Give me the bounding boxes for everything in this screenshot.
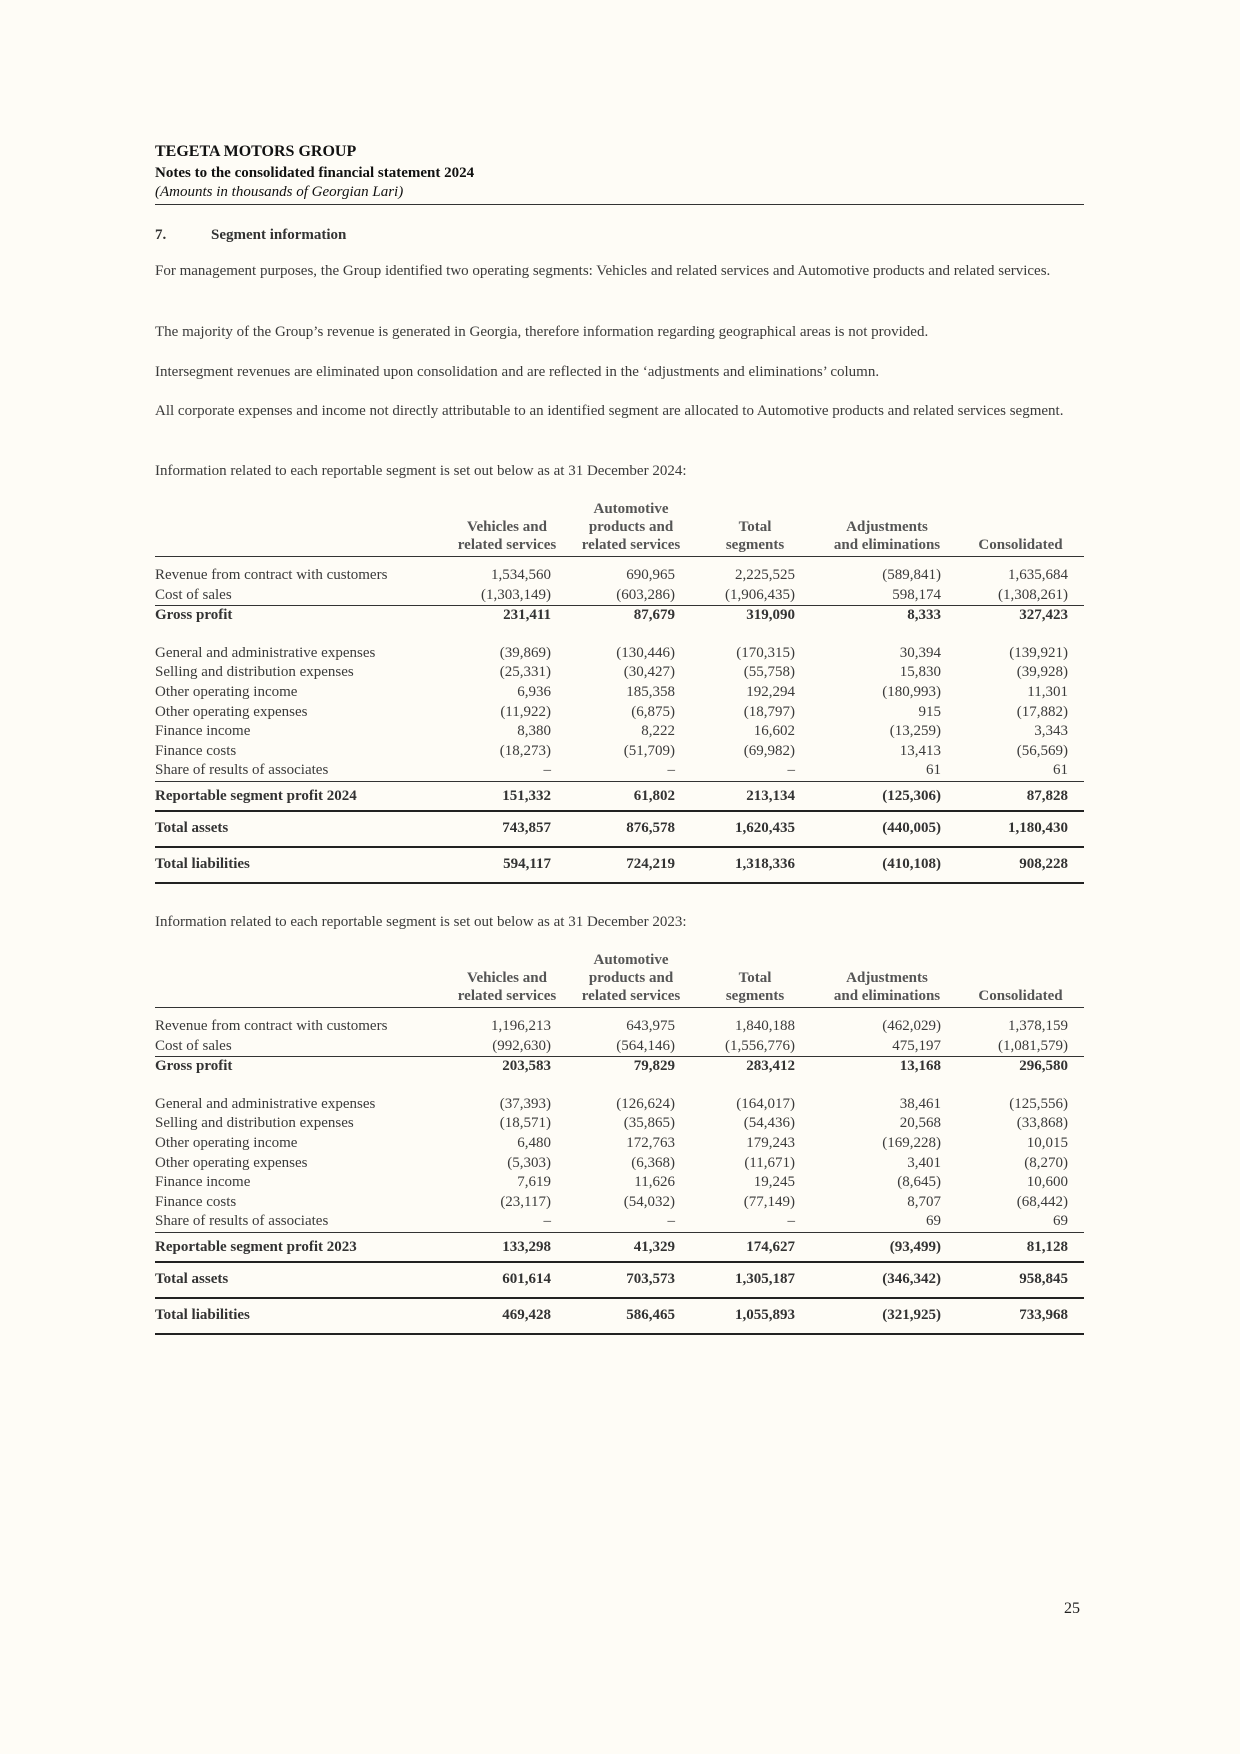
row-value: 1,055,893 — [693, 1298, 817, 1334]
row-label: Revenue from contract with customers — [155, 1018, 388, 1034]
row-value: 2,225,525 — [735, 567, 795, 583]
row-value: 733,968 — [957, 1298, 1084, 1334]
row-value: 7,619 — [517, 1174, 551, 1191]
row-value: 151,332 — [445, 781, 569, 811]
row-value: 61 — [817, 761, 957, 781]
document-subtitle: (Amounts in thousands of Georgian Lari) — [155, 184, 404, 200]
section-heading — [155, 227, 346, 244]
row-value: (180,993) — [882, 683, 941, 700]
row-value: 915 — [918, 703, 941, 720]
row-value: 743,857 — [445, 811, 569, 847]
row-value: 296,580 — [1019, 1058, 1068, 1075]
total-liabilities-row — [155, 1298, 1084, 1334]
company-name: TEGETA MOTORS GROUP — [155, 143, 357, 160]
row-value: (25,331) — [499, 664, 551, 681]
row-label: Finance costs — [155, 742, 237, 759]
row-value: 6,936 — [517, 683, 551, 700]
revenue-row — [155, 557, 1084, 586]
row-value: 1,378,159 — [1008, 1018, 1068, 1034]
section-title: Segment information — [211, 227, 347, 243]
header-automotive: Automotive products and related services — [569, 500, 693, 557]
row-value: 19,245 — [753, 1174, 795, 1191]
row-value: (169,228) — [882, 1134, 941, 1151]
finance-income-row — [155, 722, 1084, 742]
row-value: 703,573 — [569, 1262, 693, 1298]
row-value: – — [569, 761, 693, 781]
row-value: (564,146) — [569, 1037, 693, 1057]
segment-table-2023 — [155, 951, 1084, 1335]
row-value: 8,222 — [641, 723, 675, 740]
row-value: (992,630) — [445, 1037, 569, 1057]
document-title: Notes to the consolidated financial statement 2024 — [155, 165, 475, 181]
row-value: (11,922) — [500, 703, 551, 720]
gross-profit-row — [155, 606, 1084, 626]
segment-table-2024 — [155, 500, 1084, 884]
paragraph-geography: The majority of the Group’s revenue is generated in Georgia, therefore information regarding geographical areas is not provided. — [155, 324, 929, 340]
row-value: (321,925) — [817, 1298, 957, 1334]
row-label: Selling and distribution expenses — [155, 1115, 354, 1132]
row-value: 133,298 — [445, 1232, 569, 1262]
row-value: 690,965 — [626, 567, 675, 583]
revenue-row — [155, 1008, 1084, 1037]
row-value: (125,556) — [1009, 1095, 1068, 1112]
row-label: General and administrative expenses — [155, 644, 376, 661]
row-value: 10,015 — [1026, 1134, 1068, 1151]
row-value: 594,117 — [445, 847, 569, 883]
row-value: (164,017) — [736, 1095, 795, 1112]
row-value: 8,380 — [517, 723, 551, 740]
row-value: 231,411 — [503, 607, 551, 624]
row-value: 179,243 — [746, 1134, 795, 1151]
row-value: 16,602 — [753, 723, 795, 740]
row-value: (589,841) — [882, 567, 941, 583]
row-value: (23,117) — [500, 1193, 551, 1210]
paragraph-corporate-expenses: All corporate expenses and income not directly attributable to an identified segment are allocated to Automotive products and related services segment. — [155, 403, 1064, 419]
finance-income-row — [155, 1173, 1084, 1193]
row-value: 1,180,430 — [957, 811, 1084, 847]
row-value: (51,709) — [623, 742, 675, 759]
row-value: – — [445, 1212, 569, 1232]
row-label: Revenue from contract with customers — [155, 567, 388, 583]
row-label: Other operating expenses — [155, 1154, 308, 1171]
header-total-segments: Total segments — [693, 500, 817, 557]
header-vehicles: Vehicles and related services — [445, 951, 569, 1008]
row-label: Share of results of associates — [155, 761, 445, 781]
row-value: (54,436) — [743, 1115, 795, 1132]
row-label: Other operating expenses — [155, 703, 308, 720]
row-value: (1,303,149) — [445, 586, 569, 606]
cost-of-sales-row — [155, 1037, 1084, 1057]
row-label: Gross profit — [155, 607, 233, 624]
row-value: (1,081,579) — [957, 1037, 1084, 1057]
spacer-row — [155, 626, 1084, 644]
row-label: Total liabilities — [155, 847, 445, 883]
row-value: (8,270) — [1024, 1154, 1068, 1171]
other-operating-income-row — [155, 1134, 1084, 1154]
row-value: (130,446) — [616, 644, 675, 661]
header-total-segments: Total segments — [693, 951, 817, 1008]
reportable-profit-row — [155, 781, 1084, 811]
cost-of-sales-row — [155, 586, 1084, 606]
row-label: Finance income — [155, 723, 251, 740]
row-value: (13,259) — [889, 723, 941, 740]
row-value: 13,413 — [899, 742, 941, 759]
row-value: (170,315) — [736, 644, 795, 661]
row-value: 38,461 — [899, 1095, 941, 1112]
spacer-row — [155, 1077, 1084, 1095]
row-value: (56,569) — [1016, 742, 1068, 759]
table-header-row — [155, 951, 1084, 1008]
general-admin-row — [155, 644, 1084, 664]
row-label: Cost of sales — [155, 1037, 445, 1057]
row-value: 958,845 — [957, 1262, 1084, 1298]
row-value: (69,982) — [743, 742, 795, 759]
row-value: (139,921) — [1009, 644, 1068, 661]
row-label: Total assets — [155, 811, 445, 847]
share-of-associates-row — [155, 761, 1084, 781]
row-value: (17,882) — [1016, 703, 1068, 720]
header-consolidated: Consolidated — [957, 500, 1084, 557]
row-label: Other operating income — [155, 1134, 298, 1151]
row-label: Share of results of associates — [155, 1212, 445, 1232]
row-value: 69 — [817, 1212, 957, 1232]
row-label: Reportable segment profit 2023 — [155, 1232, 445, 1262]
header-blank — [155, 500, 445, 557]
row-value: 724,219 — [569, 847, 693, 883]
row-value: 876,578 — [569, 811, 693, 847]
row-value: (18,273) — [499, 742, 551, 759]
row-value: (346,342) — [817, 1262, 957, 1298]
row-value: (55,758) — [743, 664, 795, 681]
row-value: 20,568 — [899, 1115, 941, 1132]
paragraph-intro-2024: Information related to each reportable segment is set out below as at 31 December 2024: — [155, 463, 687, 479]
section-number: 7. — [155, 227, 167, 243]
spacer-cell — [155, 626, 1084, 644]
row-value: 586,465 — [569, 1298, 693, 1334]
row-value: 3,343 — [1034, 723, 1068, 740]
header-automotive: Automotive products and related services — [569, 951, 693, 1008]
total-assets-row — [155, 811, 1084, 847]
page-number: 25 — [1064, 1600, 1080, 1617]
row-value: 79,829 — [633, 1058, 675, 1075]
row-value: 11,301 — [1027, 683, 1068, 700]
row-value: 1,196,213 — [491, 1018, 551, 1034]
row-value: (39,928) — [1016, 664, 1068, 681]
row-value: 1,620,435 — [693, 811, 817, 847]
row-value: 319,090 — [746, 607, 795, 624]
row-value: (18,571) — [499, 1115, 551, 1132]
row-value: – — [693, 1212, 817, 1232]
row-value: (5,303) — [507, 1154, 551, 1171]
row-value: (440,005) — [817, 811, 957, 847]
row-value: 81,128 — [957, 1232, 1084, 1262]
row-value: 8,333 — [907, 607, 941, 624]
header-adjustments: Adjustments and eliminations — [817, 500, 957, 557]
row-value: (125,306) — [817, 781, 957, 811]
row-value: 185,358 — [626, 683, 675, 700]
row-value: (54,032) — [623, 1193, 675, 1210]
row-value: 908,228 — [957, 847, 1084, 883]
paragraph-segments: For management purposes, the Group identified two operating segments: Vehicles and related services and Automotive products and related services. — [155, 263, 1051, 279]
row-value: (77,149) — [743, 1193, 795, 1210]
selling-distribution-row — [155, 1114, 1084, 1134]
paragraph-intersegment: Intersegment revenues are eliminated upon consolidation and are reflected in the ‘adjustments and eliminations’ column. — [155, 364, 880, 380]
row-value: 1,318,336 — [693, 847, 817, 883]
paragraph-intro-2023: Information related to each reportable segment is set out below as at 31 December 2023: — [155, 914, 687, 930]
gross-profit-row — [155, 1057, 1084, 1077]
row-value: 30,394 — [899, 644, 941, 661]
row-value: – — [693, 761, 817, 781]
row-value: 174,627 — [693, 1232, 817, 1262]
row-value: (93,499) — [817, 1232, 957, 1262]
row-label: General and administrative expenses — [155, 1095, 376, 1112]
selling-distribution-row — [155, 663, 1084, 683]
row-value: (6,368) — [631, 1154, 675, 1171]
row-value: (603,286) — [569, 586, 693, 606]
header-adjustments: Adjustments and eliminations — [817, 951, 957, 1008]
reportable-profit-row — [155, 1232, 1084, 1262]
other-operating-expenses-row — [155, 1154, 1084, 1174]
row-value: (18,797) — [743, 703, 795, 720]
row-label: Gross profit — [155, 1058, 233, 1075]
row-value: 327,423 — [1019, 607, 1068, 624]
finance-costs-row — [155, 1193, 1084, 1213]
row-value: 11,626 — [634, 1174, 675, 1191]
row-value: (30,427) — [623, 664, 675, 681]
spacer-cell — [155, 1077, 1084, 1095]
row-value: 87,828 — [957, 781, 1084, 811]
row-label: Reportable segment profit 2024 — [155, 781, 445, 811]
row-value: 192,294 — [746, 683, 795, 700]
row-value: 1,534,560 — [491, 567, 551, 583]
row-value: (35,865) — [623, 1115, 675, 1132]
row-value: 475,197 — [817, 1037, 957, 1057]
total-liabilities-row — [155, 847, 1084, 883]
row-value: 601,614 — [445, 1262, 569, 1298]
row-value: (11,671) — [744, 1154, 795, 1171]
row-value: 203,583 — [502, 1058, 551, 1075]
row-label: Finance costs — [155, 1193, 237, 1210]
row-value: 469,428 — [445, 1298, 569, 1334]
row-value: 8,707 — [907, 1193, 941, 1210]
row-value: (8,645) — [897, 1174, 941, 1191]
row-label: Finance income — [155, 1174, 251, 1191]
row-value: 13,168 — [899, 1058, 941, 1075]
row-value: (1,906,435) — [693, 586, 817, 606]
row-value: 61 — [957, 761, 1084, 781]
header-rule — [155, 204, 1084, 205]
row-value: (1,556,776) — [693, 1037, 817, 1057]
row-value: – — [569, 1212, 693, 1232]
header-vehicles: Vehicles and related services — [445, 500, 569, 557]
row-label: Selling and distribution expenses — [155, 664, 354, 681]
row-label: Cost of sales — [155, 586, 445, 606]
row-value: 1,840,188 — [735, 1018, 795, 1034]
row-value: 1,305,187 — [693, 1262, 817, 1298]
row-label: Other operating income — [155, 683, 298, 700]
row-value: 41,329 — [569, 1232, 693, 1262]
row-value: 3,401 — [907, 1154, 941, 1171]
general-admin-row — [155, 1095, 1084, 1115]
row-value: 1,635,684 — [1008, 567, 1068, 583]
row-value: (410,108) — [817, 847, 957, 883]
row-value: 283,412 — [746, 1058, 795, 1075]
row-value: 61,802 — [569, 781, 693, 811]
row-value: (1,308,261) — [957, 586, 1084, 606]
table-header-row — [155, 500, 1084, 557]
other-operating-expenses-row — [155, 703, 1084, 723]
header-blank — [155, 951, 445, 1008]
row-value: 213,134 — [693, 781, 817, 811]
row-value: – — [445, 761, 569, 781]
row-value: (39,869) — [499, 644, 551, 661]
finance-costs-row — [155, 742, 1084, 762]
row-value: 87,679 — [633, 607, 675, 624]
row-value: 598,174 — [817, 586, 957, 606]
row-value: (68,442) — [1016, 1193, 1068, 1210]
row-value: (37,393) — [499, 1095, 551, 1112]
row-value: 15,830 — [899, 664, 941, 681]
total-assets-row — [155, 1262, 1084, 1298]
row-value: 10,600 — [1026, 1174, 1068, 1191]
row-value: (462,029) — [882, 1018, 941, 1034]
header-consolidated: Consolidated — [957, 951, 1084, 1008]
row-label: Total assets — [155, 1262, 445, 1298]
row-value: (126,624) — [616, 1095, 675, 1112]
row-value: 69 — [957, 1212, 1084, 1232]
row-value: 6,480 — [517, 1134, 551, 1151]
row-value: (6,875) — [631, 703, 675, 720]
share-of-associates-row — [155, 1212, 1084, 1232]
row-label: Total liabilities — [155, 1298, 445, 1334]
other-operating-income-row — [155, 683, 1084, 703]
row-value: 172,763 — [626, 1134, 675, 1151]
row-value: (33,868) — [1016, 1115, 1068, 1132]
row-value: 643,975 — [626, 1018, 675, 1034]
